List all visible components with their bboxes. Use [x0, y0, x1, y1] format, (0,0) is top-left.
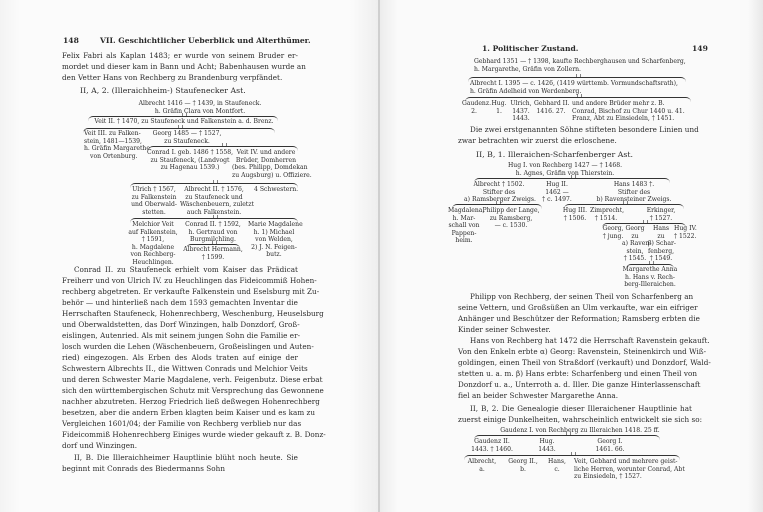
tree-text: butz. [266, 251, 282, 259]
tree-text: † 1591, [141, 236, 165, 244]
tree-text: zu Staufeneck, (Landvogt [150, 156, 230, 164]
text-line: beginnt mit Conrads des Biedermanns Sohn [62, 464, 226, 473]
tree-text: Ulrich, [510, 100, 532, 107]
text-line: Herrschaften Staufeneck, Hohenrechberg, Weschenburg, Heuselsburg [62, 309, 324, 318]
tree-text: 1461. 66. [595, 445, 625, 453]
tree-veit [574, 458, 685, 481]
tree-text: † 1599. [201, 253, 225, 261]
tree-text: Georg II., [508, 458, 538, 465]
tree-text: Stifter des [617, 188, 651, 196]
tree-text: † 1545. [623, 255, 647, 263]
tree-text: Ulrich † 1567, [132, 186, 176, 193]
text-line: fiel an beider Schwester Margarethe Anna. [458, 391, 619, 400]
tree-text: Georg I. [597, 438, 623, 445]
tree-georg [148, 130, 226, 145]
tree-text: h. Hans v. Rech- [625, 273, 675, 281]
tree-child [534, 100, 568, 115]
text-line: II, B. Die Illeraichheimer Hauptlinie blüht noch heute. Sie [74, 453, 298, 462]
tree-text: zu Ramsberg, [489, 214, 533, 222]
tree-text: Gaudenz. [462, 100, 492, 107]
tree-veit3 [84, 130, 150, 160]
tree-erkinger [644, 207, 678, 222]
tree-text: und Oberwald- [131, 201, 177, 209]
tree-text: von Ortenburg. [90, 152, 138, 160]
tree-text: h. Gräfin Adelheid von Werdenberg. [470, 87, 582, 95]
tree-text: Conrad II. † 1592, [185, 221, 241, 228]
tree-text: schall von [448, 222, 480, 230]
tree-georg-ravenstein [622, 225, 652, 263]
text-line: Fideicommiß Hohenrechberg Einiges wurde wieder gekauft z. B. Donz- [62, 430, 326, 439]
left-page [0, 0, 378, 512]
tree-text: h. 1) Michael [253, 228, 295, 236]
text-line: Die zwei erstgenannten Söhne stifteten besondere Linien und [470, 125, 699, 134]
tree-sisters: 4 Schwestern. [254, 186, 299, 193]
tree-child [462, 100, 492, 115]
tree-text: Pappen- [451, 229, 477, 237]
tree-text: a) Raven- [622, 240, 652, 248]
tree-hug3 [562, 207, 588, 222]
text-line: Schwestern Albrechts II., die Wittwen Conrads und Melchior Veits [62, 364, 308, 373]
tree-text: h. Gräfin Margarethe [84, 145, 150, 153]
text-line: besetzen, aber die andern Erben klagten beim Kaiser und es kam zu [62, 408, 316, 417]
tree-text: (bes. Philipp, Domdekan [232, 164, 308, 172]
paragraph-hans [458, 335, 711, 401]
tree-text: Conrad, Bischof zu Chur 1440 u. 41. [572, 107, 685, 115]
right-page [380, 0, 763, 512]
tree-text: Hug. [491, 100, 507, 107]
tree-text: Hug II. [546, 181, 568, 188]
tree-text: zu Falkenstein [131, 193, 177, 201]
tree-albrecht-hermann [181, 246, 245, 261]
text-line: und deren Schwester Marie Magdalene, verh. Feigenbutz. Diese erbat [62, 375, 323, 384]
text-line: Hans von Rechberg hat 1472 die Herrschaft Ravenstein gekauft. [470, 336, 710, 345]
paragraph-hauptlinie [62, 452, 298, 474]
tree-text: h. Margarethe, Gräfin von Zollern. [474, 65, 581, 73]
tree-text: Gaudenz II. [474, 438, 510, 445]
text-line: Conrad II. zu Staufeneck erhielt vom Kaiser das Prädicat [74, 265, 298, 274]
tree-text: Veit III. zu Falken- [84, 130, 141, 137]
tree-text: auf Falkenstein, [128, 228, 178, 236]
text-line: Vergleichen 1601/04; der Familie von Rechberg verblieb nur das [62, 419, 302, 428]
tree-text: h. Gräfin Clara von Montfort. [154, 107, 246, 115]
tree-text: liche Herren, worunter Conrad, Abt [574, 465, 685, 473]
tree-text: stetten. [142, 208, 166, 216]
tree-hans-scharfenberg [648, 225, 674, 263]
intro-paragraph [62, 50, 306, 83]
tree-gaudenz2 [464, 438, 520, 453]
tree-text: auch Falkenstein. [186, 208, 242, 216]
tree-text: a. [479, 465, 485, 473]
paragraph-philipp [458, 291, 700, 335]
tree-text: h. Agnes, Gräfin von Thierstein. [515, 169, 615, 177]
tree-text: zu Staufeneck. [164, 137, 210, 145]
page-number: 149 [692, 44, 708, 53]
text-line: dorf und Winzingen. [62, 441, 138, 450]
tree-conrad1 [146, 149, 234, 172]
tree-hans [594, 181, 674, 204]
tree-text: 1443. † 1460. [471, 445, 513, 453]
text-line: losch wurden die Lehen (Wäschenbeuern, Großeislingen und Auten- [62, 342, 314, 351]
paragraph-soehne [458, 124, 699, 146]
paragraph-genealogie [458, 403, 703, 425]
tree-hans [544, 458, 570, 473]
tree-text: b. [520, 465, 526, 473]
tree-text: † 1522. [674, 232, 697, 240]
text-line: zwar betrachten wir zuerst die erloschene. [458, 136, 617, 145]
tree-text: Gebhard 1351 — † 1398, kaufte Rechberghausen und Scharfenberg, [474, 58, 686, 65]
tree-text: 1. [496, 107, 502, 115]
tree-text: † 1506. [563, 214, 587, 222]
tree-text: von Welden, [255, 236, 293, 244]
tree-text: Hug I. von Rechberg 1427 — † 1468. [507, 162, 623, 169]
tree-text: a) Ramsberger Zweigs. [464, 196, 536, 204]
text-line: und Oberwaldstetten, das Dorf Winzingen, halb Donzdorf, Groß- [62, 320, 300, 329]
tree-text: 1443. [512, 115, 530, 123]
text-line: ried) eingezogen. Als Erben des Alods traten auf einige der [62, 353, 298, 362]
tree-text: zu Augsburg) u. Offiziere. [232, 171, 312, 179]
text-line: nachher abzutreten. Herzog Friedrich ließ deßwegen Hohenrechberg [62, 397, 320, 406]
tree-hug [530, 438, 564, 453]
running-head: 1. Politischer Zustand. [482, 44, 579, 53]
tree-text: Albrecht † 1502. [473, 181, 525, 188]
tree-text: stein, [626, 247, 644, 255]
text-line: eislingen, Autenried. Als mit seinem jungen Sohn die Familie er- [62, 331, 301, 340]
tree-melchior [126, 221, 180, 267]
text-line: Donzdorf u. a., Unterroth a. d. Iller. Die ganze Hinterlassenschaft [458, 380, 701, 389]
tree-text: Georg 1485 — † 1527, [152, 130, 222, 137]
text-line: mordet und dieser kam in Bann und Acht; Babenhausen wurde an [62, 62, 306, 71]
tree-text: Albrecht II. † 1576, [184, 186, 244, 193]
tree-text: c. [554, 465, 560, 473]
tree-text: Gebhard II. [534, 100, 570, 107]
tree-text: Melchior Veit [132, 221, 174, 228]
tree-text: Albrecht I. 1395 — c. 1426, (1419 württemb. Vormundschaftsrath), [470, 80, 678, 87]
tree-hug2 [540, 181, 574, 204]
tree-root [474, 58, 686, 73]
tree-text: zu Hagenau 1539.) [160, 164, 220, 172]
tree-text: Albrecht, [467, 458, 497, 465]
text-line: den Vetter Hans von Rechberg zu Brandenburg verpfändet. [62, 73, 283, 82]
text-line: Kinder seiner Schwester. [458, 325, 551, 334]
tree-text: † c. 1497. [542, 196, 572, 204]
tree-georg-jung [602, 225, 624, 240]
text-line: zuerst einige Dunkelheiten, wahrscheinlich entwickelt sie sich so: [458, 415, 703, 424]
tree-text: h. Gertraud von [188, 228, 238, 236]
tree-child [490, 100, 508, 115]
tree-text: Margarethe Anna [622, 266, 678, 273]
tree-text: Veit IV. und andere [236, 149, 296, 156]
tree-text: fenberg, [648, 247, 675, 255]
tree-text: Hans 1483 †. [613, 181, 655, 188]
tree-text: Georg [625, 225, 645, 232]
tree-text: zu [631, 232, 639, 240]
tree-text: Hans, [548, 458, 566, 465]
tree-text: † 1514. [594, 214, 618, 222]
tree-text: 1443. [538, 445, 556, 453]
tree-text: zu [657, 232, 665, 240]
tree-text: Erkinger, [646, 207, 676, 214]
tree-text: stein, 1481—1539, [84, 137, 142, 145]
text-line: Anhänger und Beschützer der Reformation; Ramsberg erbten die [458, 314, 700, 323]
tree-text: Hans [653, 225, 669, 232]
tree-child [510, 100, 532, 123]
tree-root [115, 100, 285, 115]
tree-text: Brüder, Domherren [235, 156, 297, 164]
tree-text: 2. [471, 107, 477, 115]
tree-text: 2) J. N. Feigen- [251, 243, 297, 251]
text-line: behör — und hinterließ nach dem 1593 gemachten Inventar die [62, 298, 298, 307]
tree-text: b) Ravensteiner Zweigs. [596, 196, 672, 204]
tree-text: h. Magdalene [131, 243, 175, 251]
tree-text: Hug. [539, 438, 555, 445]
tree-text: 1437. [512, 107, 530, 115]
tree-text: Stifter des [482, 188, 516, 196]
tree-text: zu Staufeneck und [185, 193, 243, 201]
running-head: VII. Geschichtlicher Ueberblick und Alterthümer. [100, 36, 311, 45]
tree-text: Hug III. [562, 207, 588, 214]
tree-child [572, 100, 685, 123]
text-line: goldingen, einen Theil von Straßdorf (verkauft) und Donzdorf, Wald- [458, 358, 711, 367]
tree-text: von Rechberg- [130, 251, 176, 259]
text-line: Felix Fabri als Kaplan 1483; er wurde von seinem Bruder er- [62, 51, 298, 60]
tree-albrecht2 [180, 186, 254, 216]
tree-magdalena [448, 207, 485, 245]
text-line: stetten u. a. m. β) Hans erbte: Scharfenberg und einen Theil von [458, 369, 698, 378]
tree-text: Hug IV. [674, 225, 697, 232]
tree-albrecht1 [470, 80, 678, 95]
tree-text: β) Schar- [648, 240, 676, 248]
tree-text: 1416. 27. [536, 107, 566, 115]
tree-text: Georg, [602, 225, 624, 232]
tree-text: berg-Illeraichen. [624, 281, 676, 289]
tree-gen1: Veit II. † 1470, zu Staufeneck und Falkenstein a. d. Brenz. [94, 118, 274, 125]
tree-text: Philipp der Lange, [482, 207, 540, 214]
tree-text: zu Einsiedeln, † 1527. [574, 473, 642, 481]
tree-text: Marie Magdalene [248, 221, 303, 228]
tree-root [500, 162, 630, 177]
section-heading: II, B, 1. Illeraichen-Scharfenberger Ast. [476, 150, 633, 159]
text-line: sich den württembergischen Schutz mit Versprechung das Gewonnene [62, 386, 324, 395]
tree-veit4 [232, 149, 312, 179]
tree-text: Burgmilchling. [190, 236, 236, 244]
paragraph-conrad [62, 264, 326, 451]
tree-text: Zimprecht, [590, 207, 625, 214]
tree-text: Franz, Abt zu Einsiedeln, † 1451. [572, 115, 675, 123]
tree-root: Gaudenz I. von Rechberg zu Illeraichen 1418. 25 ff. [500, 427, 660, 434]
tree-text: — c. 1530. [494, 222, 528, 230]
tree-text: 1462 — [545, 188, 569, 196]
text-line: rechberg abgetreten. Er verkaufte Falkenstein und Eselsburg mit Zu- [62, 287, 320, 296]
tree-text: h. Mar- [452, 214, 476, 222]
tree-text: Heuchlingen. [132, 258, 174, 266]
text-line: Freiherr und von Ulrich IV. zu Heuchlingen das Fideicommiß Hohen- [62, 276, 317, 285]
tree-text: Wäschenbeuern, zuletzt [180, 201, 254, 209]
section-heading: II, A, 2. (Illeraichheim-) Staufenecker Ast. [80, 86, 246, 95]
text-line: seine Vettern, und Großsüßen an Ulm verkaufte, war ein eifriger [458, 303, 698, 312]
tree-georg2 [504, 458, 542, 473]
text-line: II, B, 2. Die Genealogie dieser Illeraichener Hauptlinie hat [470, 404, 692, 413]
tree-text: und andere Brüder mehr z. B. [572, 100, 665, 107]
text-line: Von den Enkeln erbte α) Georg: Ravenstein, Steinenkirch und Wiß- [458, 347, 707, 356]
tree-georg1 [580, 438, 640, 453]
tree-philipp [482, 207, 540, 230]
tree-text: † jung. [602, 232, 624, 240]
tree-marie [248, 221, 303, 259]
text-line: Philipp von Rechberg, der seinen Theil von Scharfenberg an [470, 292, 694, 301]
page-number: 148 [63, 36, 79, 45]
tree-text: † 1549. [649, 255, 673, 263]
tree-text: Albrecht 1416 — † 1439, in Staufeneck. [138, 100, 262, 107]
tree-margarethe [614, 266, 686, 289]
tree-hug4 [674, 225, 697, 240]
tree-text: † 1527. [649, 214, 673, 222]
tree-text: Albrecht Hermann, [183, 246, 243, 253]
tree-text: Conrad I. geb. 1486 † 1558, [146, 149, 234, 156]
tree-albrecht [464, 458, 500, 473]
tree-zimprecht [590, 207, 625, 222]
tree-text: Magdalena, [448, 207, 485, 214]
tree-text: Veit, Gebhard und mehrere geist- [574, 458, 678, 465]
tree-text: heim. [455, 237, 473, 245]
tree-ulrich [128, 186, 180, 216]
